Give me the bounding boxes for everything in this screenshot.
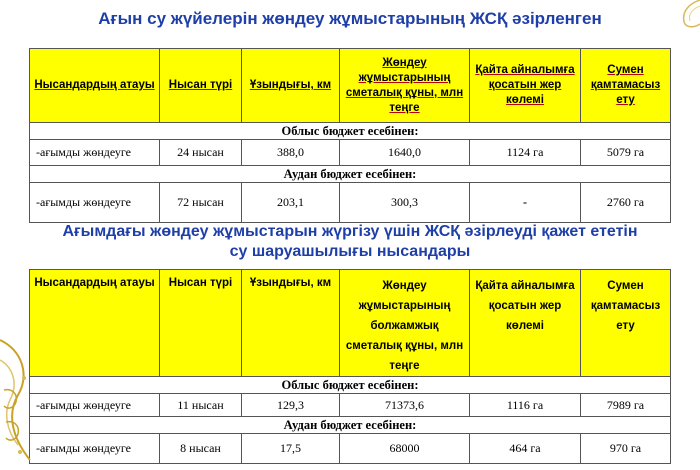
cell-estimated-cost: 68000 bbox=[340, 434, 470, 464]
cell-water-supply: 7989 га bbox=[581, 394, 671, 417]
section-title bbox=[0, 222, 700, 262]
cell-length: 129,3 bbox=[242, 394, 340, 417]
header-object-type: Нысан түрі bbox=[160, 49, 242, 123]
cell-land-area: 1124 га bbox=[470, 140, 581, 166]
header-object-name: Нысандардың атауы bbox=[30, 270, 160, 377]
section-label: Аудан бюджет есебінен: bbox=[30, 417, 671, 434]
section-label: Облыс бюджет есебінен: bbox=[30, 123, 671, 140]
header-water-supply: Сумен қамтамасыз ету bbox=[581, 49, 671, 123]
page-title: Ағын су жүйелерін жөндеу жұмыстарының ЖСҚ әзірленген bbox=[98, 9, 602, 28]
cell-object-type: 8 нысан bbox=[160, 434, 242, 464]
section-title-line-1: Ағымдағы жөндеу жұмыстарын жүргізу үшін ЖСҚ әзірлеуді қажет ететін bbox=[62, 223, 638, 240]
cell-water-supply: 2760 га bbox=[581, 183, 671, 223]
section-title-line-2: су шаруашылығы нысандары bbox=[229, 243, 471, 260]
header-object-name: Нысандардың атауы bbox=[30, 49, 160, 123]
cell-object-name: -ағымды жөндеуге bbox=[30, 140, 160, 166]
planned-projects-table bbox=[29, 269, 671, 464]
header-length: Ұзындығы, км bbox=[242, 270, 340, 377]
header-land-area: Қайта айналымға қосатын жер көлемі bbox=[470, 270, 581, 377]
section-label: Аудан бюджет есебінен: bbox=[30, 166, 671, 183]
section-row bbox=[30, 377, 671, 394]
header-land-area: Қайта айналымға қосатын жер көлемі bbox=[470, 49, 581, 123]
cell-estimated-cost: 1640,0 bbox=[340, 140, 470, 166]
ornament-decoration-icon bbox=[0, 330, 40, 470]
section-row bbox=[30, 166, 671, 183]
cell-length: 203,1 bbox=[242, 183, 340, 223]
cell-object-name: -ағымды жөндеуге bbox=[30, 434, 160, 464]
cell-water-supply: 970 га bbox=[581, 434, 671, 464]
header-length: Ұзындығы, км bbox=[242, 49, 340, 123]
section-label: Облыс бюджет есебінен: bbox=[30, 377, 671, 394]
cell-estimated-cost: 71373,6 bbox=[340, 394, 470, 417]
header-estimated-cost: Жөндеу жұмыстарының сметалық құны, млн теңге bbox=[340, 49, 470, 123]
cell-land-area: 1116 га bbox=[470, 394, 581, 417]
cell-land-area: 464 га bbox=[470, 434, 581, 464]
cell-object-name: -ағымды жөндеуге bbox=[30, 394, 160, 417]
header-water-supply: Сумен қамтамасыз ету bbox=[581, 270, 671, 377]
table-header-row bbox=[30, 270, 671, 377]
section-row bbox=[30, 417, 671, 434]
header-estimated-cost: Жөндеу жұмыстарының болжамжық сметалық құны, млн теңге bbox=[340, 270, 470, 377]
table-row bbox=[30, 434, 671, 464]
cell-land-area: - bbox=[470, 183, 581, 223]
cell-object-type: 24 нысан bbox=[160, 140, 242, 166]
table-row bbox=[30, 394, 671, 417]
cell-water-supply: 5079 га bbox=[581, 140, 671, 166]
section-row bbox=[30, 123, 671, 140]
cell-length: 17,5 bbox=[242, 434, 340, 464]
table-row bbox=[30, 140, 671, 166]
table-row bbox=[30, 183, 671, 223]
cell-object-type: 11 нысан bbox=[160, 394, 242, 417]
cell-object-name: -ағымды жөндеуге bbox=[30, 183, 160, 223]
cell-length: 388,0 bbox=[242, 140, 340, 166]
completed-projects-table bbox=[29, 48, 671, 223]
header-object-type: Нысан түрі bbox=[160, 270, 242, 377]
cell-estimated-cost: 300,3 bbox=[340, 183, 470, 223]
table-header-row bbox=[30, 49, 671, 123]
cell-object-type: 72 нысан bbox=[160, 183, 242, 223]
